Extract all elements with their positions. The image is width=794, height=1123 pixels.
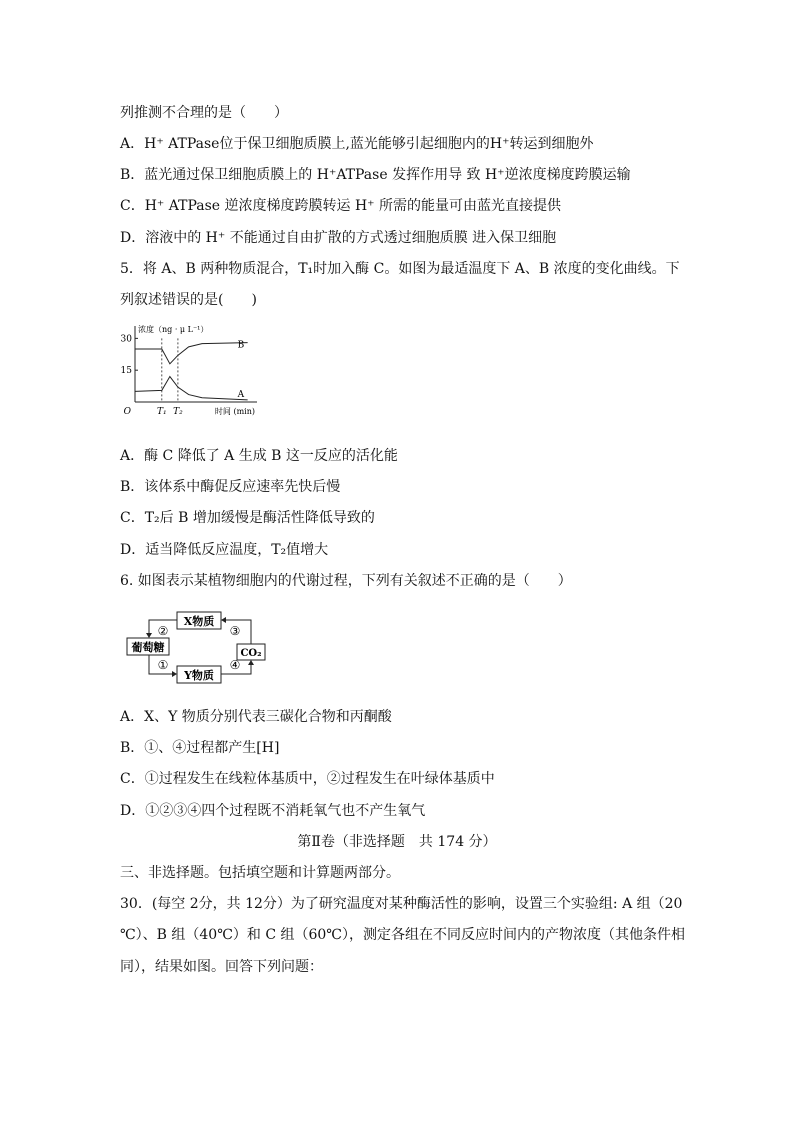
co2-label: CO₂: [240, 648, 262, 659]
section-2-title: 第Ⅱ卷（非选择题 共 174 分）: [297, 834, 497, 850]
x-substance-label: X物质: [183, 615, 215, 628]
chart-guides: [162, 338, 178, 402]
step-4-label: ④: [229, 658, 241, 672]
q6-option-a: A．X、Y 物质分别代表三碳化合物和丙酮酸: [120, 709, 392, 725]
q30-line1: 30．(每空 2分，共 12分）为了研究温度对某种酶活性的影响，设置三个实验组: A 组（20: [120, 896, 683, 912]
arrowhead: [221, 617, 226, 623]
q4-option-b: B．蓝光通过保卫细胞质膜上的 H⁺ATPase 发挥作用导 致 H⁺逆浓度梯度跨膜运输: [120, 167, 631, 183]
glucose-label: 葡萄糖: [131, 641, 165, 654]
y-substance-label: Y物质: [184, 669, 214, 682]
chart-series: [135, 340, 248, 400]
arrowhead: [248, 660, 254, 665]
q4-stem-tail: 列推测不合理的是（ ）: [120, 105, 288, 121]
y-tick-label: 15: [120, 366, 132, 377]
q30-line3: 同），结果如图。回答下列问题：: [120, 959, 323, 975]
y-tick-label: 30: [120, 334, 132, 345]
q5-option-c: C．T₂后 B 增加缓慢是酶活性降低导致的: [120, 510, 375, 526]
x-axis-label: 时间 (min): [214, 407, 255, 416]
part-3-heading: 三、非选择题。包括填空题和计算题两部分。: [120, 865, 400, 881]
q5-option-b: B．该体系中酶促反应速率先快后慢: [120, 479, 341, 495]
step-3-label: ③: [229, 624, 241, 638]
series-label-B: B: [237, 340, 245, 351]
arrowhead: [172, 671, 177, 677]
origin-label: O: [123, 407, 131, 417]
q5-stem-line2: 列叙述错误的是( ): [120, 292, 257, 308]
series-label-A: A: [237, 389, 245, 400]
step-2-label: ②: [157, 624, 169, 638]
series-line-B: [135, 340, 248, 364]
q6-option-b: B．①、④过程都产生[H]: [120, 740, 280, 756]
x-tick-label: T₁: [157, 407, 167, 417]
q6-option-c: C．①过程发生在线粒体基质中，②过程发生在叶绿体基质中: [120, 771, 495, 787]
q5-stem-line1: 5．将 A、B 两种物质混合，T₁时加入酶 C。如图为最适温度下 A、B 浓度的变化曲线。下: [120, 261, 680, 277]
series-line-A: [135, 377, 248, 400]
chart-labels: [121, 324, 255, 417]
q6-metabolism-diagram: [125, 606, 275, 688]
step-1-label: ①: [157, 658, 169, 672]
x-tick-label: T₂: [173, 407, 183, 417]
arrowhead: [146, 633, 152, 638]
q4-option-d: D．溶液中的 H⁺ 不能通过自由扩散的方式透过细胞质膜 进入保卫细胞: [120, 230, 557, 246]
q6-stem: 6. 如图表示某植物细胞内的代谢过程，下列有关叙述不正确的是（ ）: [120, 573, 572, 589]
q5-concentration-chart: [115, 320, 275, 430]
q5-option-d: D．适当降低反应温度，T₂值增大: [120, 542, 329, 558]
q4-option-a: A．H⁺ ATPase位于保卫细胞质膜上,蓝光能够引起细胞内的H⁺转运到细胞外: [120, 136, 594, 152]
q4-option-c: C．H⁺ ATPase 逆浓度梯度跨膜转运 H⁺ 所需的能量可由蓝光直接提供: [120, 198, 561, 214]
q6-option-d: D．①②③④四个过程既不消耗氧气也不产生氧气: [120, 803, 426, 819]
q30-line2: ℃）、B 组（40℃）和 C 组（60℃），测定各组在不同反应时间内的产物浓度（其他条件相: [120, 927, 685, 943]
y-axis-label: 浓度（ng · μ L⁻¹）: [138, 325, 209, 334]
q5-option-a: A．酶 C 降低了 A 生成 B 这一反应的活化能: [120, 448, 398, 464]
